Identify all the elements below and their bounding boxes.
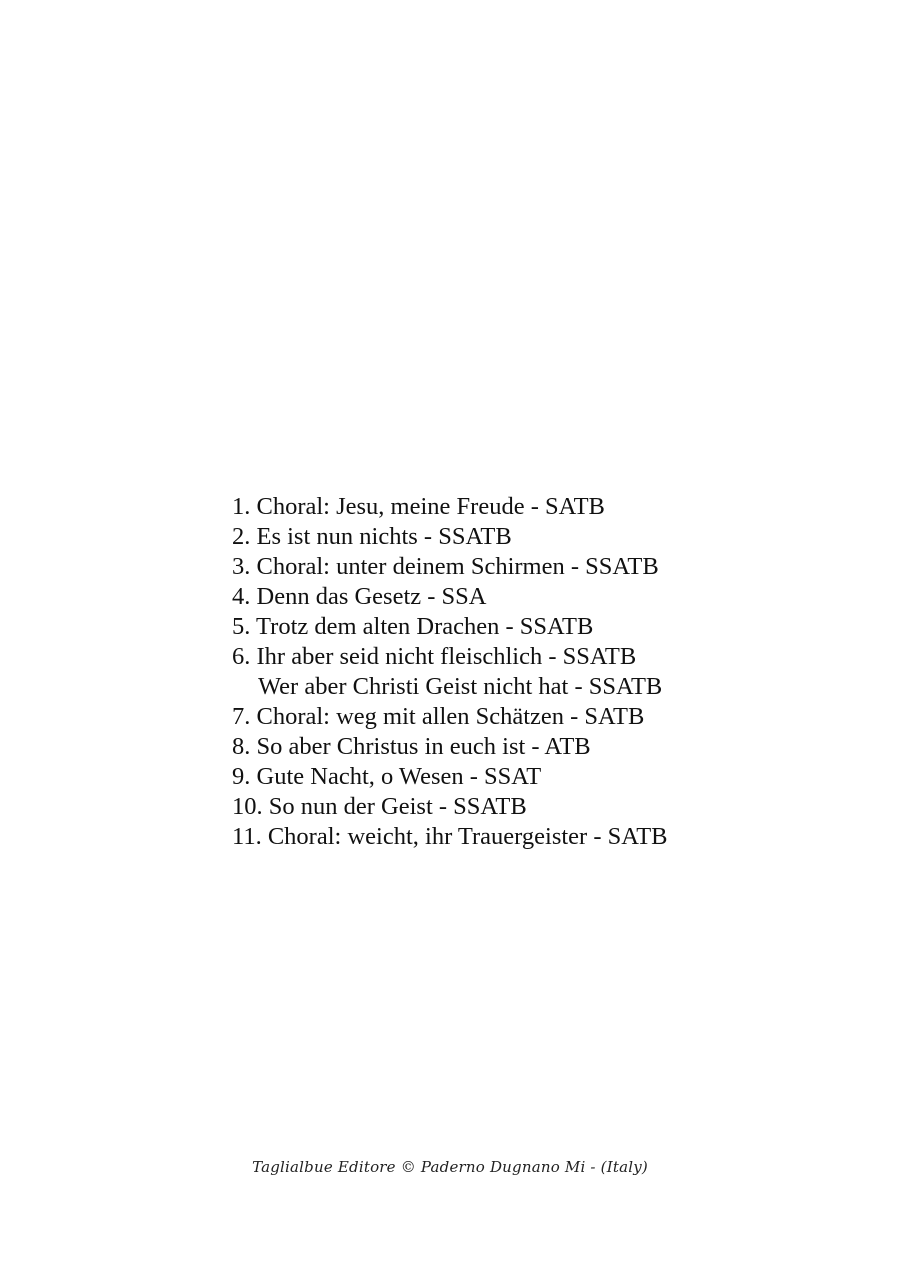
contents-item: 4. Denn das Gesetz - SSA <box>232 583 487 610</box>
contents-item-continuation: Wer aber Christi Geist nicht hat - SSATB <box>258 673 663 700</box>
publisher-footer: Taglialbue Editore © Paderno Dugnano Mi - (Italy) <box>252 1158 648 1176</box>
table-of-contents <box>232 492 668 852</box>
contents-item: 6. Ihr aber seid nicht fleischlich - SSATB <box>232 643 637 670</box>
contents-item: 10. So nun der Geist - SSATB <box>232 793 527 820</box>
contents-item: 11. Choral: weicht, ihr Trauergeister - SATB <box>232 823 668 850</box>
contents-item: 5. Trotz dem alten Drachen - SSATB <box>232 613 594 640</box>
contents-item: 8. So aber Christus in euch ist - ATB <box>232 733 591 760</box>
contents-item: 3. Choral: unter deinem Schirmen - SSATB <box>232 553 659 580</box>
contents-item: 7. Choral: weg mit allen Schätzen - SATB <box>232 703 645 730</box>
contents-item: 2. Es ist nun nichts - SSATB <box>232 523 512 550</box>
contents-item: 9. Gute Nacht, o Wesen - SSAT <box>232 763 542 790</box>
contents-item: 1. Choral: Jesu, meine Freude - SATB <box>232 493 605 520</box>
